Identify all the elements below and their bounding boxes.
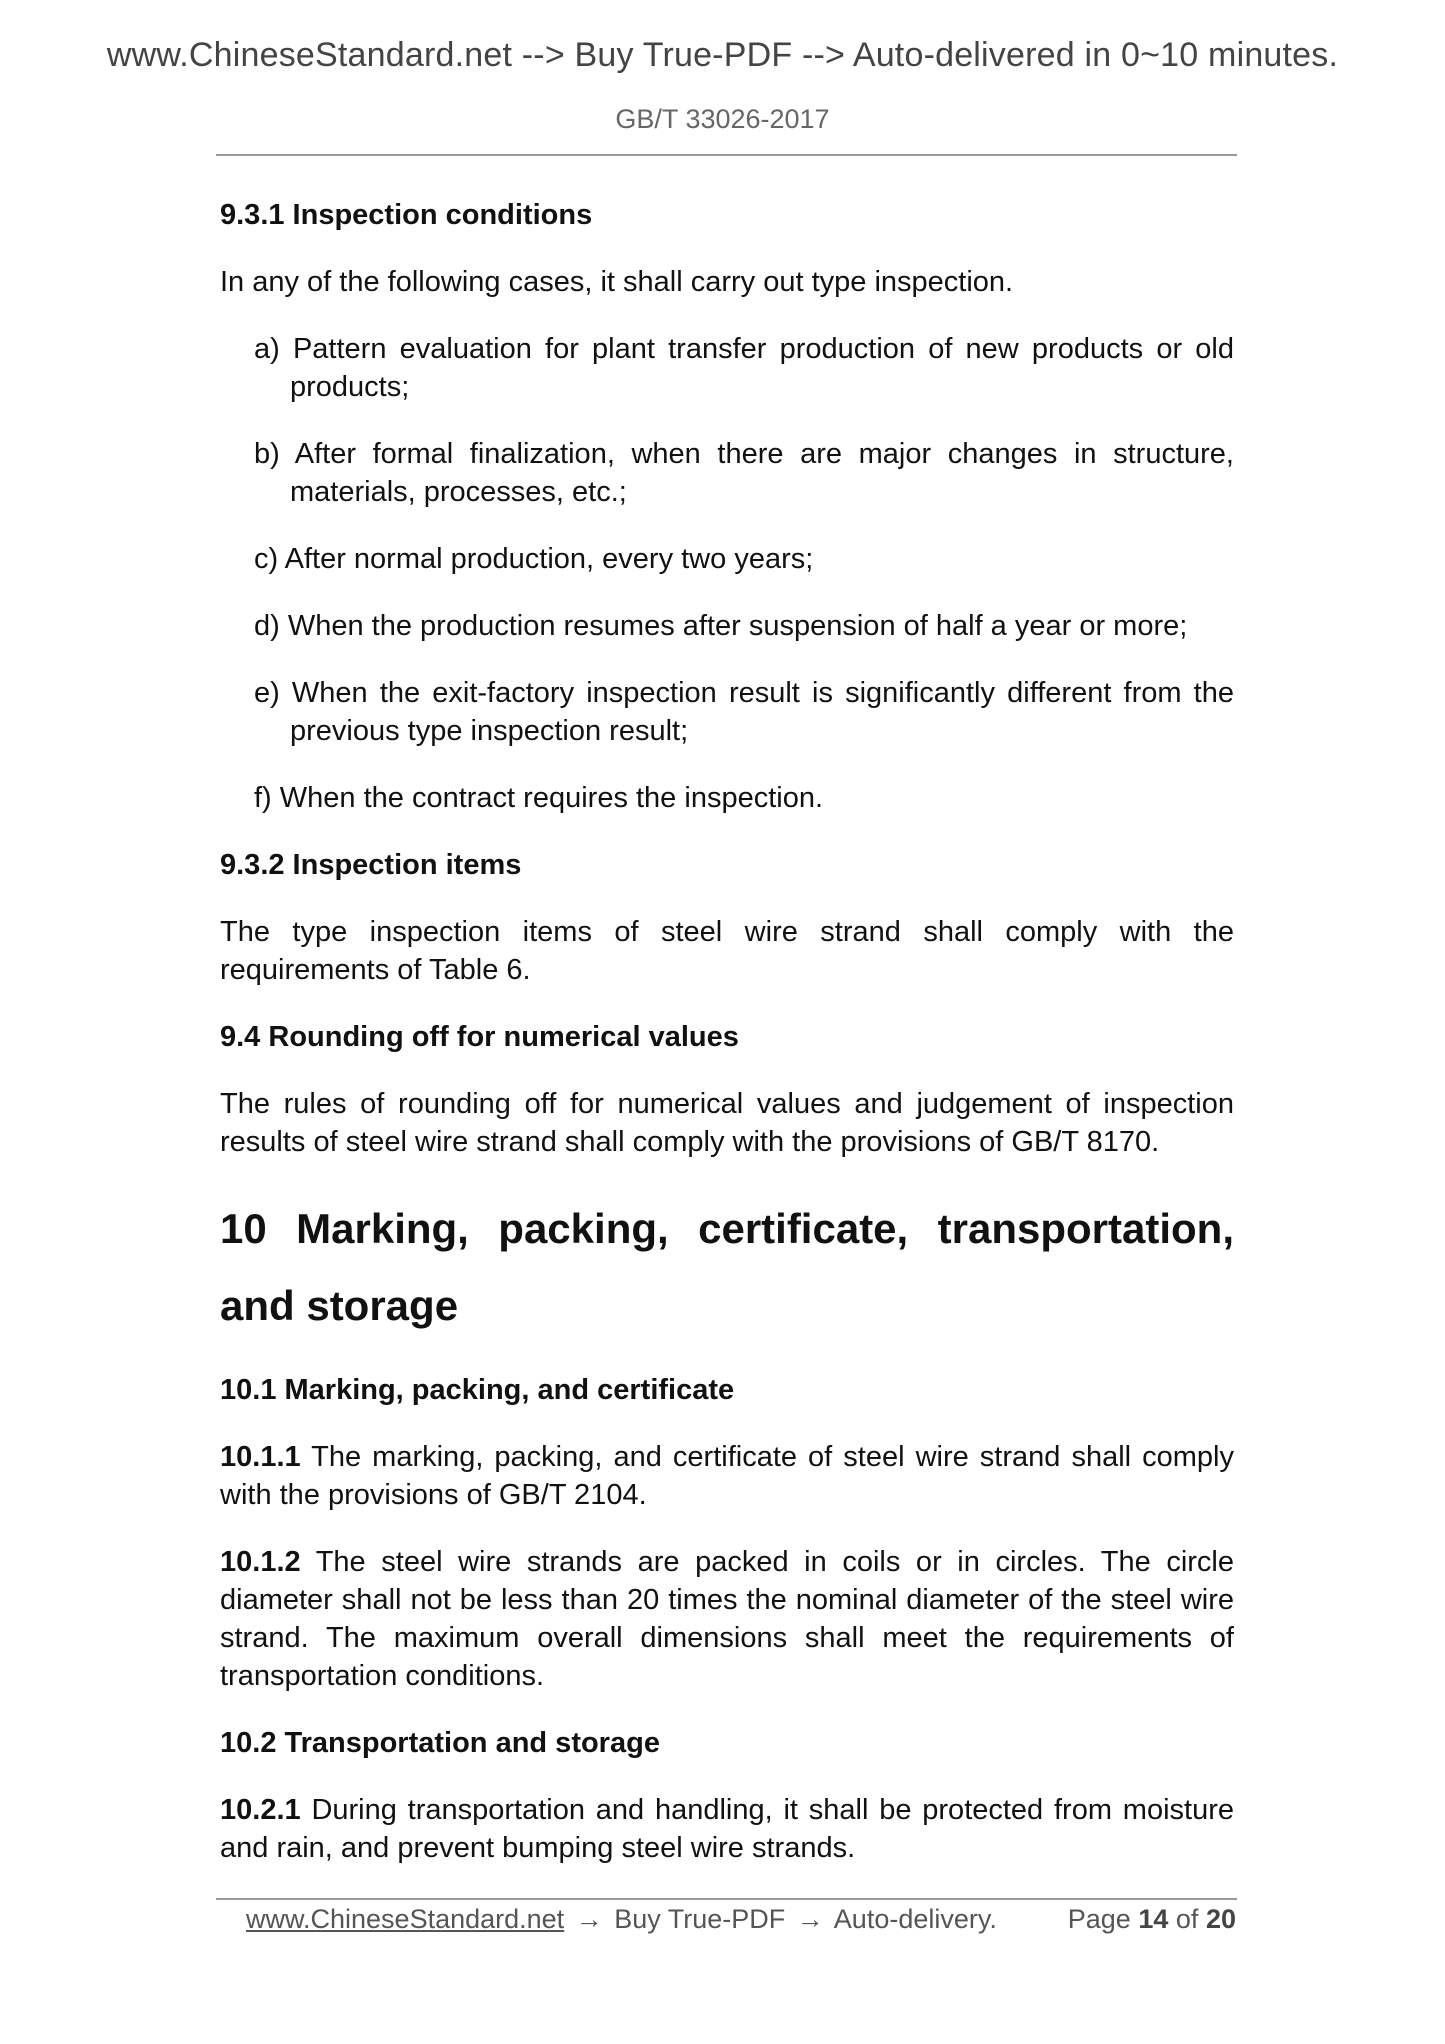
top-banner: www.ChineseStandard.net --> Buy True-PDF --> Auto-delivered in 0~10 minutes. (106, 36, 1339, 74)
footer-site-link[interactable]: www.ChineseStandard.net (246, 1904, 565, 1934)
heading-10: 10 Marking, packing, certificate, transportation, and storage (220, 1205, 1234, 1329)
clause-number-10-2-1: 10.2.1 (220, 1794, 301, 1826)
paragraph-9-3-1-intro: In any of the following cases, it shall carry out type inspection. (220, 266, 1014, 298)
page-content (220, 196, 1234, 1896)
page-indicator (1068, 1904, 1236, 1935)
clause-text-10-1-1: The marking, packing, and certificate of steel wire strand shall comply with the provisions of GB/T 2104. (220, 1441, 1234, 1511)
clause-text-10-2-1: During transportation and handling, it shall be protected from moisture and rain, and prevent bumping steel wire strands. (220, 1794, 1234, 1864)
paragraph-10-2-1 (220, 1791, 1234, 1867)
page-footer (246, 1904, 1236, 1935)
arrow-right-icon: → (796, 1904, 824, 1934)
paragraph-10-1-2 (220, 1543, 1234, 1695)
heading-10-2: 10.2 Transportation and storage (220, 1727, 660, 1759)
header-divider (216, 154, 1237, 156)
footer-divider (216, 1898, 1237, 1900)
list-item-a: a) Pattern evaluation for plant transfer production of new products or old products; (254, 333, 1234, 403)
footer-buy-text: Buy True-PDF (614, 1904, 786, 1934)
document-code: GB/T 33026-2017 (615, 104, 830, 134)
paragraph-9-4: The rules of rounding off for numerical values and judgement of inspection results of steel wire strand shall comply with the provisions of GB/T 8170. (220, 1088, 1234, 1158)
paragraph-10-1-1 (220, 1438, 1234, 1514)
heading-10-1: 10.1 Marking, packing, and certificate (220, 1374, 735, 1406)
footer-left (246, 1904, 997, 1935)
list-item-e: e) When the exit-factory inspection result is significantly different from the previous type inspection result; (254, 677, 1234, 747)
clause-number-10-1-2: 10.1.2 (220, 1546, 301, 1578)
of-label: of (1175, 1904, 1199, 1934)
list-item-d: d) When the production resumes after suspension of half a year or more; (254, 610, 1188, 642)
arrow-right-icon: → (575, 1904, 603, 1934)
list-item-b: b) After formal finalization, when there are major changes in structure, materials, processes, etc.; (254, 438, 1234, 508)
heading-9-3-2: 9.3.2 Inspection items (220, 849, 522, 881)
page-label: Page (1067, 1904, 1131, 1934)
clause-number-10-1-1: 10.1.1 (220, 1441, 301, 1473)
footer-delivery-text: Auto-delivery. (833, 1904, 997, 1934)
list-item-f: f) When the contract requires the inspection. (254, 782, 824, 814)
page-total: 20 (1205, 1904, 1236, 1934)
heading-9-4: 9.4 Rounding off for numerical values (220, 1021, 739, 1053)
clause-text-10-1-2: The steel wire strands are packed in coils or in circles. The circle diameter shall not be less than 20 times the nominal diameter of the steel wire strand. The maximum overall dimensions shall meet the requirements of transportation conditions. (220, 1546, 1234, 1692)
paragraph-9-3-2: The type inspection items of steel wire strand shall comply with the requirements of Table 6. (220, 916, 1234, 986)
heading-9-3-1: 9.3.1 Inspection conditions (220, 199, 593, 231)
page-number: 14 (1138, 1904, 1169, 1934)
list-item-c: c) After normal production, every two years; (254, 543, 814, 575)
